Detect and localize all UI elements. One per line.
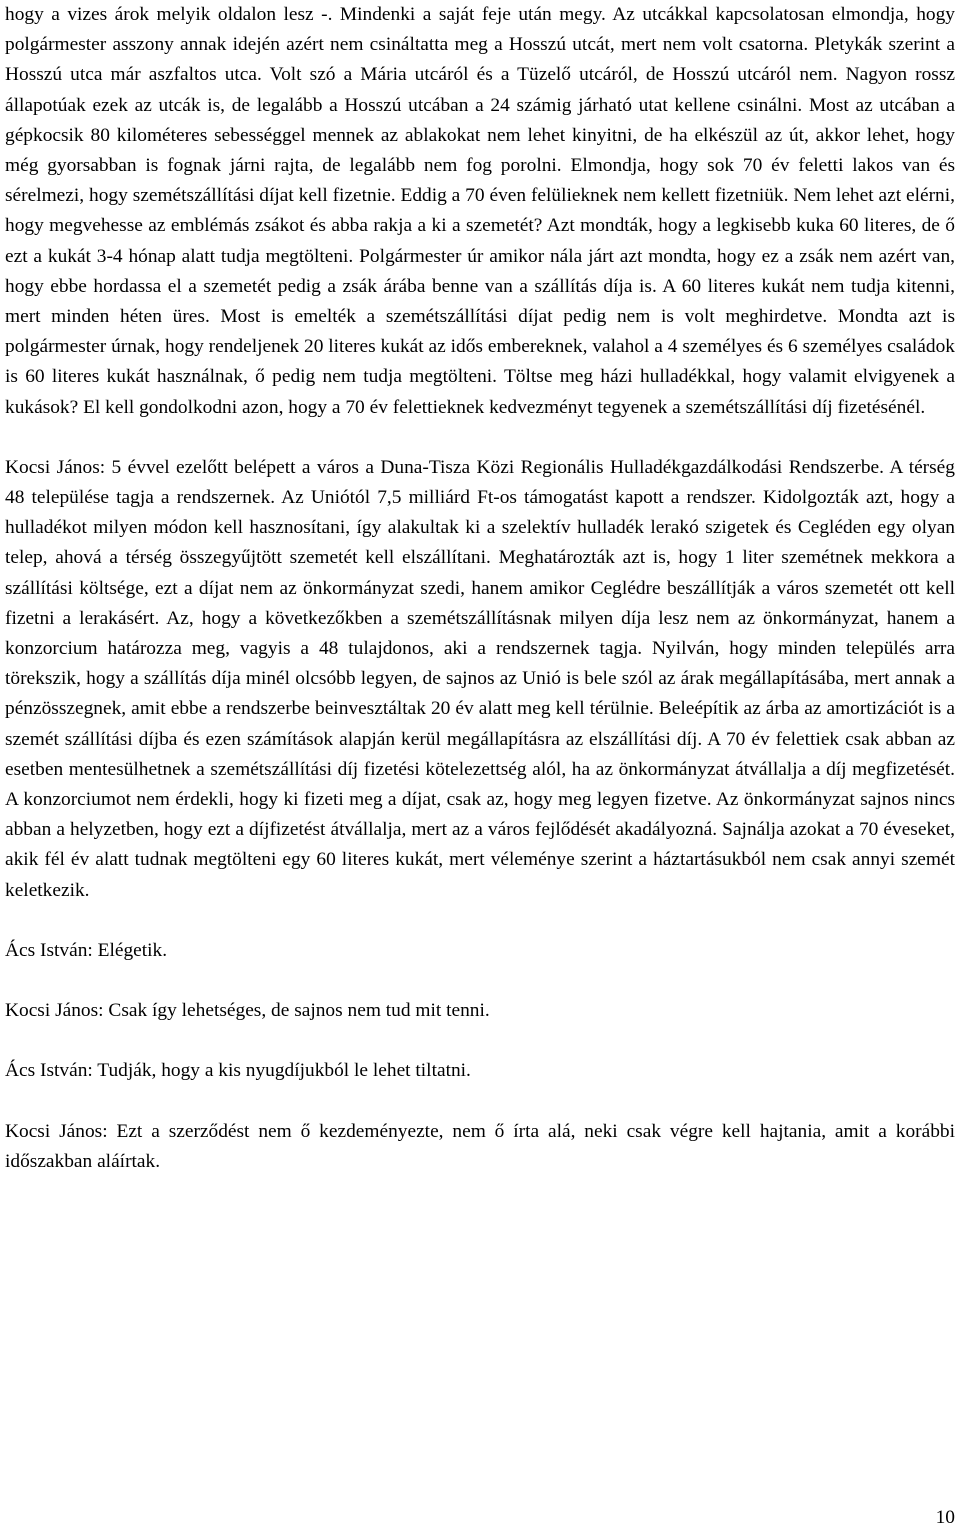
document-page [5,0,955,1177]
paragraph-5: Ács István: Tudják, hogy a kis nyugdíjukból le lehet tiltatni. [5,1060,471,1082]
page-number: 10 [935,1507,955,1528]
paragraph-4: Kocsi János: Csak így lehetséges, de sajnos nem tud mit tenni. [5,1000,490,1022]
paragraph-6: Kocsi János: Ezt a szerződést nem ő kezdeményezte, nem ő írta alá, neki csak végre kell hajtania, amit a korábbi időszakban aláírtak. [5,1120,955,1172]
paragraph-2: Kocsi János: 5 évvel ezelőtt belépett a város a Duna-Tisza Közi Regionális Hulladékgazdálkodási Rendszerbe. A térség 48 települése tagja a rendszernek. Az Uniótól 7,5 milliárd Ft-os támogatást kapott a rendszer. Kidolgozták azt, hogy a hulladékot milyen módon kell hasznosítani, így alakultak ki a szelektív hulladék lerakó szigetek és Cegléden egy olyan telep, ahová a térség összegyűjtött szemetét kell elszállítani. Meghatározták azt is, hogy 1 liter szemétnek mekkora a szállítási költsége, ezt a díjat nem az önkormányzat szedi, hanem amikor Ceglédre beszállítják a város szemetét ott kell fizetni a lerakásért. Az, hogy a következőkben a szemétszállításnak milyen díja lesz nem az önkormányzat, hanem a konzorcium határozza meg, vagyis a 48 tulajdonos, aki a rendszernek tagja. Nyilván, hogy minden település arra törekszik, hogy a szállítás díja minél olcsóbb legyen, de sajnos az Unió is bele szól az árak megállapításába, mert annak a pénzösszegnek, amit ebbe a rendszerbe beinvesztáltak 20 év alatt meg kell térülnie. Beleépítik az árba az amortizációt is a szemét szállítási díjba és ezen számítások alapján kerül megállapításra az elszállítási díj. A 70 év felettiek csak abban az esetben mentesülhetnek a szemétszállítási díj fizetési kötelezettség alól, ha az önkormányzat átvállalja a díj megfizetését. A konzorciumot nem érdekli, hogy ki fizeti meg a díjat, csak az, hogy meg legyen fizetve. Az önkormányzat sajnos nincs abban a helyzetben, hogy ezt a díjfizetést átvállalja, mert az a város fejlődését akadályozná. Sajnálja azokat a 70 éveseket, akik fél év alatt tudnak megtölteni egy 60 literes kukát, mert véleménye szerint a háztartásukból nem csak annyi szemét keletkezik. [5,456,955,901]
paragraph-1: hogy a vizes árok melyik oldalon lesz -. Mindenki a saját feje után megy. Az utcákkal kapcsolatosan elmondja, hogy polgármester asszony annak idején azért nem csináltatta meg a Hosszú utcát, mert nem volt csatorna. Pletykák szerint a Hosszú utca már aszfaltos utca. Volt szó a Mária utcáról és a Tüzelő utcáról, de Hosszú utcáról nem. Nagyon rossz állapotúak ezek az utcák is, de legalább a Hosszú utcában a 24 számig járható utat kellene csinálni. Most az utcában a gépkocsik 80 kilométeres sebességgel mennek az ablakokat nem lehet kinyitni, de ha elkészül az út, akkor lehet, hogy még gyorsabban is fognak járni rajta, de legalább nem fog porolni. Elmondja, hogy sok 70 év feletti lakos van és sérelmezi, hogy szemétszállítási díjat kell fizetnie. Eddig a 70 éven felülieknek nem kellett fizetniük. Nem lehet azt elérni, hogy megvehesse az emblémás zsákot és abba rakja a ki a szemetét? Azt mondták, hogy a legkisebb kuka 60 literes, de ő ezt a kukát 3-4 hónap alatt tudja megtölteni. Polgármester úr amikor nála járt azt mondta, hogy ez a zsák nem azért van, hogy ebbe hordassa el a szemetét pedig a zsák árába benne van a szállítás díja is. A 60 literes kukát nem tudja kitenni, mert minden héten üres. Most is emelték a szemétszállítási díjat pedig nem is volt meghirdetve. Mondta azt is polgármester úrnak, hogy rendeljenek 20 literes kukát az idős embereknek, valahol a 4 személyes és 6 személyes családok is 60 literes kukát használnak, ő pedig nem tudja megtölteni. Töltse meg házi hulladékkal, hogy valamit elvigyenek a kukások? El kell gondolkodni azon, hogy a 70 év felettieknek kedvezményt tegyenek a szemétszállítási díj fizetésénél. [5,4,955,418]
paragraph-gap [5,423,955,453]
paragraph-gap [5,906,955,936]
paragraph-gap [5,1026,955,1056]
paragraph-gap [5,1087,955,1117]
paragraph-gap [5,966,955,996]
paragraph-3: Ács István: Elégetik. [5,939,168,961]
